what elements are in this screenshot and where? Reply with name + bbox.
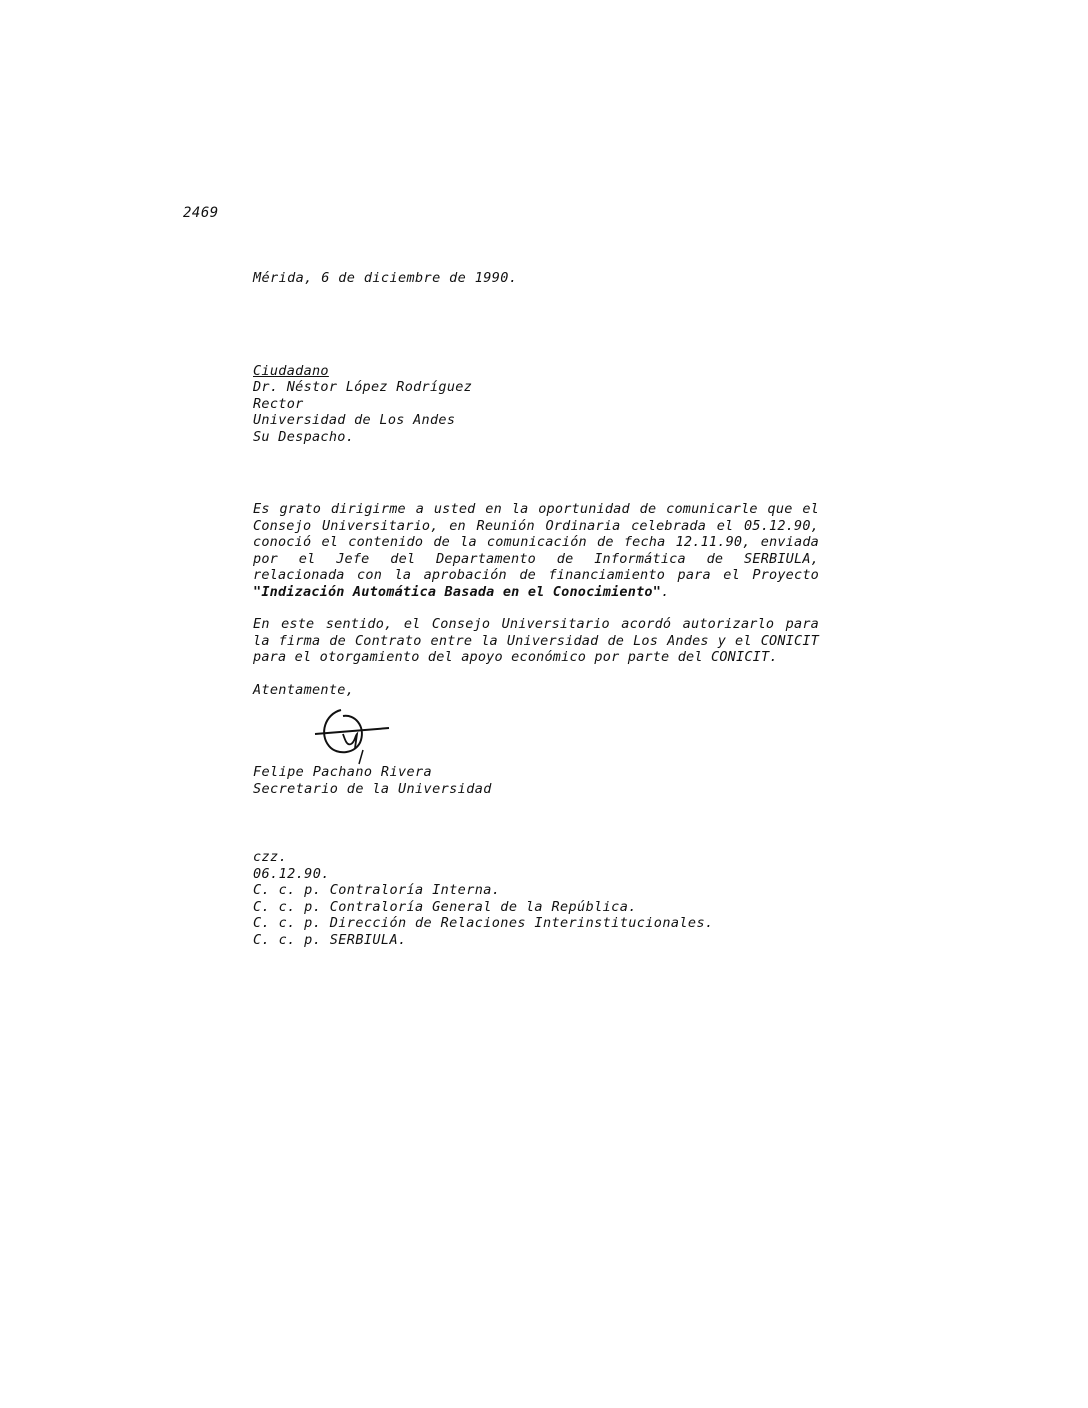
recipient-institution: Universidad de Los Andes (253, 412, 456, 428)
closing: Atentamente, (253, 681, 355, 698)
signature-mark (305, 704, 395, 766)
signer-position: Secretario de la Universidad (253, 780, 492, 797)
paragraph-1 (253, 501, 819, 600)
signer-name: Felipe Pachano Rivera (253, 764, 433, 780)
cc-line: C. c. p. Contraloría Interna. (253, 882, 501, 898)
recipient-title: Rector (253, 395, 304, 412)
signature-area (253, 704, 819, 764)
footer-date: 06.12.90. (253, 865, 330, 882)
recipient-salutation: Ciudadano (253, 362, 329, 379)
cc-line: C. c. p. SERBIULA. (253, 931, 407, 948)
cc-line: C. c. p. Dirección de Relaciones Interinstitucionales. (253, 915, 714, 931)
page-number: 2469 (183, 205, 219, 221)
paragraph-2: En este sentido, el Consejo Universitario acordó autorizarlo para la firma de Contrato entre la Universidad de Los Andes y el CONICIT para el otorgamiento del apoyo económico por parte del CONICIT. (253, 616, 819, 665)
letter (253, 270, 819, 948)
recipient-name: Dr. Néstor López Rodríguez (253, 379, 473, 395)
cc-line: C. c. p. Contraloría General de la República. (253, 898, 637, 915)
signer-block (253, 764, 819, 797)
project-title: "Indización Automática Basada en el Conocimiento" (253, 583, 662, 600)
letter-body (253, 501, 819, 666)
paragraph-1-text: Es grato dirigirme a usted en la oportunidad de comunicarle que el Consejo Universitario, en Reunión Ordinaria celebrada el 05.12.90, conoció el contenido de la comunicación de fecha 12.11.90, enviada por el Jefe del Departamento de Informática de SERBIULA, relacionada con la aprobación de financiamiento para el Proyecto (253, 501, 819, 583)
paragraph-1-end: . (661, 583, 670, 600)
recipient-office: Su Despacho. (253, 428, 355, 445)
footer-initials: czz. (253, 849, 288, 865)
footer-block (253, 849, 819, 948)
date-line: Mérida, 6 de diciembre de 1990. (253, 270, 518, 286)
recipient-block (253, 363, 819, 446)
